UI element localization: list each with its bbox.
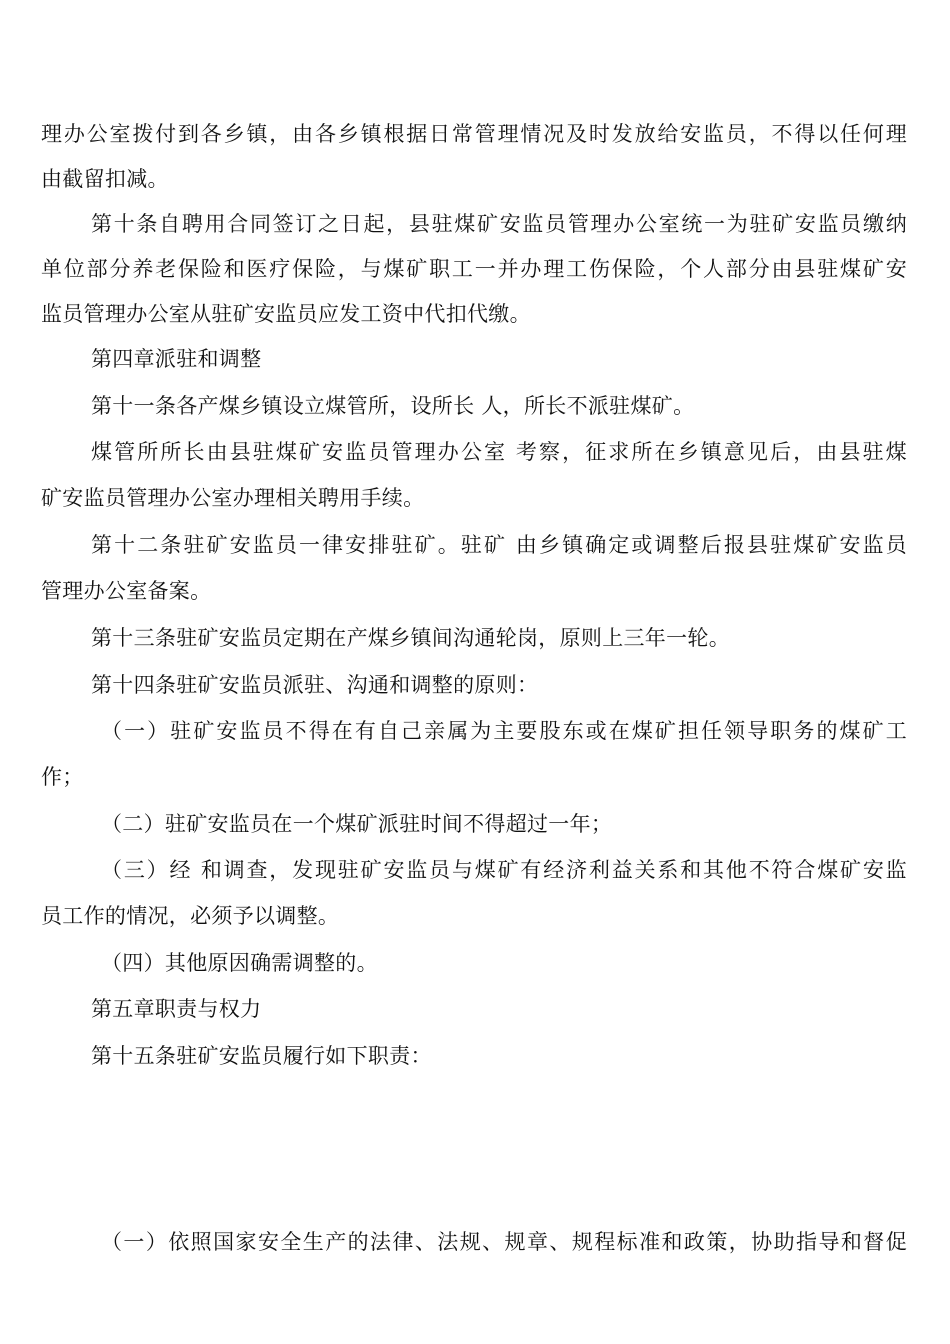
text-line: 作；	[41, 765, 84, 789]
text-line: 第十五条驻矿安监员履行如下职责：	[91, 1044, 432, 1068]
text-line: 第十四条驻矿安监员派驻、沟通和调整的原则：	[91, 673, 539, 697]
text-line: （一）依照国家安全生产的法律、法规、规章、规程标准和政策，协助指导和督促	[101, 1230, 907, 1254]
text-line: （四）其他原因确需调整的。	[101, 951, 378, 975]
text-line: （三）经 和调查，发现驻矿安监员与煤矿有经济利益关系和其他不符合煤矿安监	[101, 858, 907, 882]
chapter-heading: 第五章职责与权力	[91, 997, 262, 1021]
text-line: 监员管理办公室从驻矿安监员应发工资中代扣代缴。	[41, 302, 531, 326]
text-line: 第十一条各产煤乡镇设立煤管所，设所长 人，所长不派驻煤矿。	[91, 394, 695, 418]
text-line: 由截留扣减。	[41, 167, 169, 191]
text-line: 第十二条驻矿安监员一律安排驻矿。驻矿 由乡镇确定或调整后报县驻煤矿安监员	[91, 533, 907, 557]
text-line: 单位部分养老保险和医疗保险，与煤矿职工一并办理工伤保险，个人部分由县驻煤矿安	[41, 257, 907, 281]
chapter-heading: 第四章派驻和调整	[91, 347, 262, 371]
text-line: 员工作的情况，必须予以调整。	[41, 904, 340, 928]
text-line: （二）驻矿安监员在一个煤矿派驻时间不得超过一年；	[101, 812, 613, 836]
text-line: 第十三条驻矿安监员定期在产煤乡镇间沟通轮岗，原则上三年一轮。	[91, 626, 730, 650]
text-line: 理办公室拨付到各乡镇，由各乡镇根据日常管理情况及时发放给安监员，不得以任何理	[41, 122, 907, 146]
text-line: 第十条自聘用合同签订之日起，县驻煤矿安监员管理办公室统一为驻矿安监员缴纳	[91, 212, 907, 236]
text-line: 管理办公室备案。	[41, 579, 212, 603]
text-line: 矿安监员管理办公室办理相关聘用手续。	[41, 486, 425, 510]
text-line: 煤管所所长由县驻煤矿安监员管理办公室 考察，征求所在乡镇意见后，由县驻煤	[91, 440, 907, 464]
text-line: （一）驻矿安监员不得在有自己亲属为主要股东或在煤矿担任领导职务的煤矿工	[101, 719, 907, 743]
